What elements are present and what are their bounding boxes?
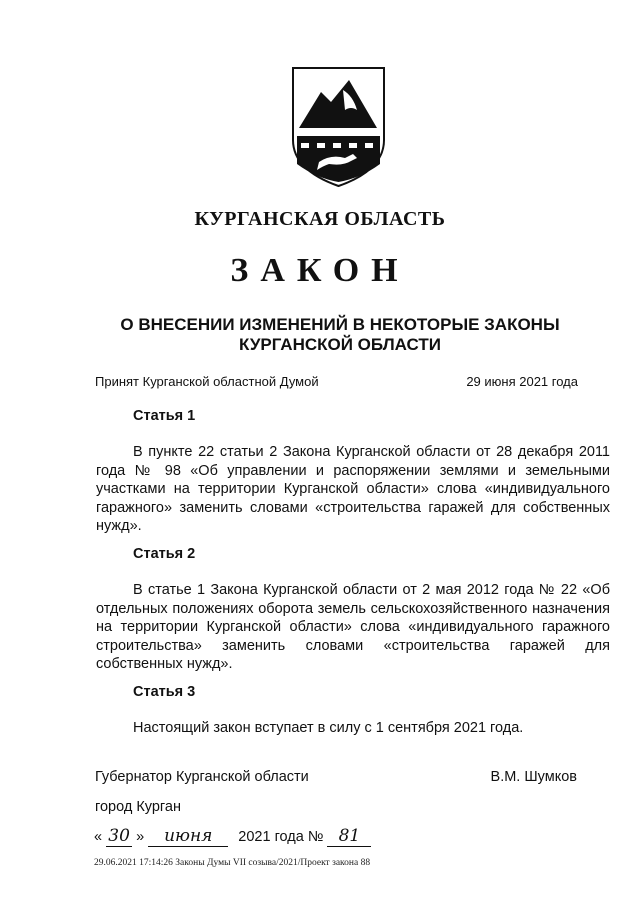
law-title-line-1: О ВНЕСЕНИИ ИЗМЕНЕНИЙ В НЕКОТОРЫЕ ЗАКОНЫ xyxy=(120,315,560,334)
region-name: КУРГАНСКАЯ ОБЛАСТЬ xyxy=(194,208,446,230)
article-2-heading: Статья 2 xyxy=(133,546,196,562)
handwritten-day: 30 xyxy=(106,826,132,847)
adopted-by: Принят Курганской областной Думой xyxy=(95,374,319,389)
close-quote: » xyxy=(136,829,145,845)
adopted-date: 29 июня 2021 года xyxy=(466,374,578,389)
kurgan-coat-of-arms-icon xyxy=(291,66,386,188)
handwritten-month: июня xyxy=(148,826,228,847)
article-1-text xyxy=(96,443,610,536)
city: город Курган xyxy=(95,799,181,815)
law-title-line-2: КУРГАНСКОЙ ОБЛАСТИ xyxy=(239,335,441,354)
signing-date-line xyxy=(94,826,494,850)
year-text: 2021 года № xyxy=(238,829,324,845)
signer-name: В.М. Шумков xyxy=(490,769,577,785)
article-2-text xyxy=(96,581,610,674)
article-1-body: В пункте 22 статьи 2 Закона Курганской области от 28 декабря 2011 года № 98 «Об управлении и распоряжении землями и земельными участками на территории Курганской области» слова «индивидуального гаражного» заменить словами «строительства гаражей для собственных нужд». xyxy=(96,444,610,534)
article-3-body: Настоящий закон вступает в силу с 1 сентября 2021 года. xyxy=(133,720,524,736)
footer-meta: 29.06.2021 17:14:26 Законы Думы VII созыва/2021/Проект закона 88 xyxy=(94,858,371,868)
article-3-heading: Статья 3 xyxy=(133,684,196,700)
article-2-body: В статье 1 Закона Курганской области от 2 мая 2012 года № 22 «Об отдельных положениях оборота земель сельскохозяйственного назначения на территории Курганской области» слова «индивидуального гаражного строительства» заменить словами «строительства гаражей для собственных нужд». xyxy=(96,582,610,672)
open-quote: « xyxy=(94,829,103,845)
article-1-heading: Статья 1 xyxy=(133,408,196,424)
law-title xyxy=(60,315,620,355)
signer-position: Губернатор Курганской области xyxy=(95,769,309,785)
document-type: ЗАКОН xyxy=(230,252,410,289)
handwritten-number: 81 xyxy=(327,826,371,847)
article-3-text xyxy=(96,719,610,738)
